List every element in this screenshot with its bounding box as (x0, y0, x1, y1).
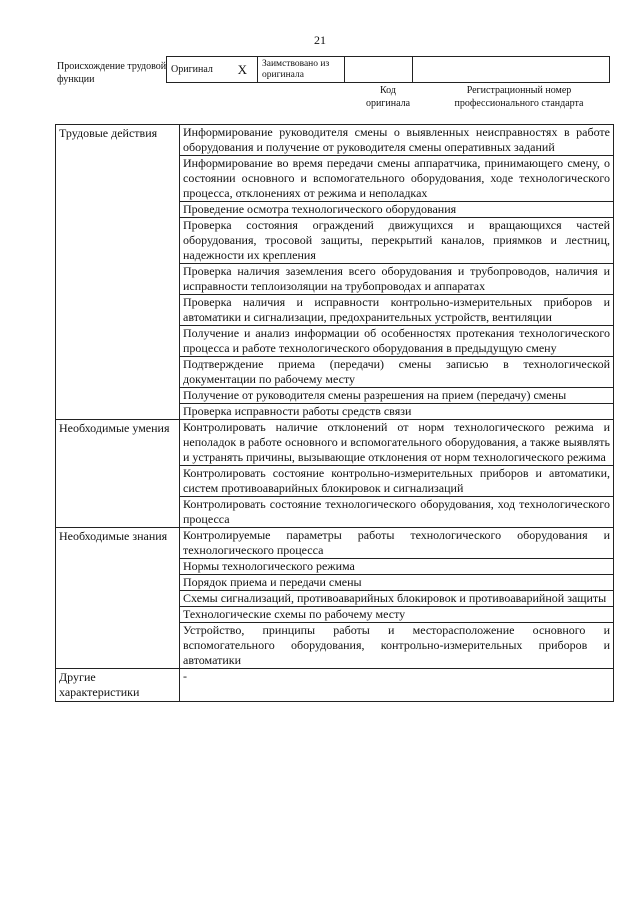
section-label: Другие характеристики (56, 669, 180, 702)
table-row (56, 669, 614, 702)
reg-caption: Регистрационный номер профессионального стандарта (454, 85, 584, 109)
section-item: Контролируемые параметры работы технологического оборудования и технологического процесса (180, 528, 614, 559)
section-item: Контролировать состояние технологического оборудования, ход технологического процесса (180, 497, 614, 528)
borrowed-label: Заимствовано из оригинала (258, 57, 345, 83)
section-label: Необходимые умения (56, 420, 180, 528)
section-item: Устройство, принципы работы и месторасположение основного и вспомогательного оборудования, контрольно-измерительных приборов и автоматики (180, 623, 614, 669)
section-item: Получение от руководителя смены разрешения на прием (передачу) смены (180, 388, 614, 404)
section-item: Порядок приема и передачи смены (180, 575, 614, 591)
section-item: Информирование руководителя смены о выявленных неисправностях в работе оборудования и получение от руководителя смены оперативных заданий (180, 125, 614, 156)
section-label: Необходимые знания (56, 528, 180, 669)
code-caption: Код оригинала (365, 85, 411, 109)
function-table (55, 124, 614, 702)
table-row (56, 420, 614, 466)
original-mark: X (237, 61, 247, 77)
section-item: Подтверждение приема (передачи) смены записью в технологической документации по рабочему месту (180, 357, 614, 388)
table-row (56, 528, 614, 559)
section-item: Проведение осмотра технологического оборудования (180, 202, 614, 218)
section-label: Трудовые действия (56, 125, 180, 420)
section-item: Проверка наличия заземления всего оборудования и трубопроводов, наличия и исправности теплоизоляции на трубопроводах и аппаратах (180, 264, 614, 295)
section-item: Контролировать наличие отклонений от норм технологического режима и неполадок в работе основного и вспомогательного оборудования, а также выявлять и устранять причины, вызывающие отклонения от норм технологического режима (180, 420, 614, 466)
section-item: Получение и анализ информации об особенностях протекания технологического процесса и работе технологического оборудования в предыдущую смену (180, 326, 614, 357)
section-item: Нормы технологического режима (180, 559, 614, 575)
section-item: Технологические схемы по рабочему месту (180, 607, 614, 623)
section-item: Проверка исправности работы средств связи (180, 404, 614, 420)
table-row (56, 125, 614, 156)
code-cell (345, 57, 413, 83)
origin-table (166, 56, 610, 83)
section-item: - (180, 669, 614, 702)
original-label: Оригинал (171, 64, 213, 75)
section-item: Проверка состояния ограждений движущихся и вращающихся частей оборудования, тросовой защиты, перекрытий каналов, приямков и лестниц, надежности их крепления (180, 218, 614, 264)
origin-label: Происхождение трудовой функции (57, 61, 167, 85)
section-item: Контролировать состояние контрольно-измерительных приборов и автоматики, систем противоаварийных блокировок и сигнализаций (180, 466, 614, 497)
section-item: Информирование во время передачи смены аппаратчика, принимающего смену, о состоянии основного и вспомогательного оборудования, ходе технологического процесса, отклонениях от режима и неполадках (180, 156, 614, 202)
section-item: Проверка наличия и исправности контрольно-измерительных приборов и автоматики и сигнализации, предохранительных устройств, вентиляции (180, 295, 614, 326)
reg-number-cell (413, 57, 610, 83)
original-cell (167, 57, 258, 83)
page-number: 21 (314, 33, 326, 47)
section-item: Схемы сигнализаций, противоаварийных блокировок и противоаварийной защиты (180, 591, 614, 607)
